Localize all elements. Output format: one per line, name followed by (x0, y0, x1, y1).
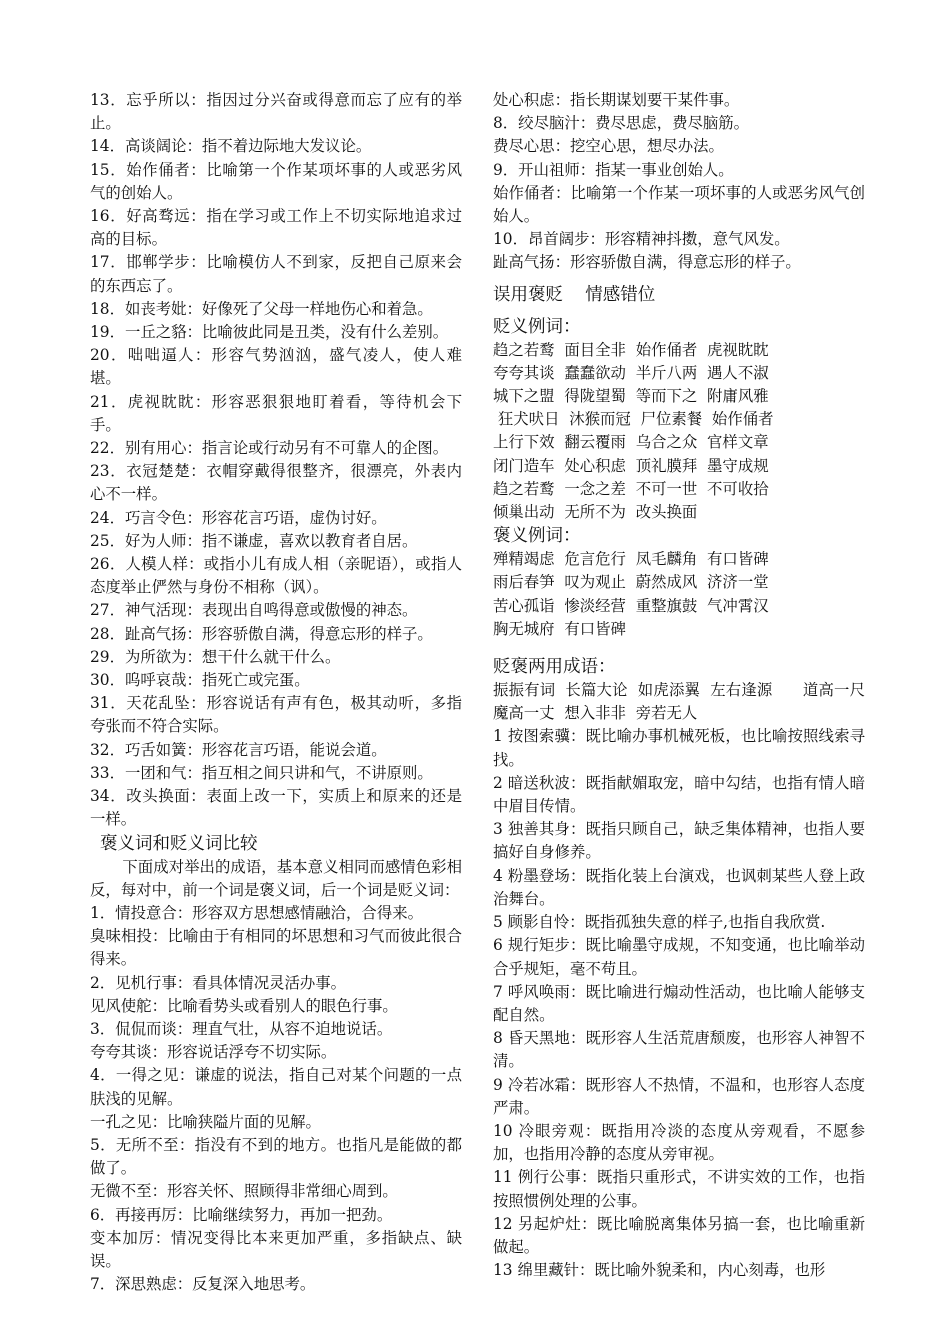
idiom-item: 21．虎视眈眈：形容恶狠狠地盯着看，等待机会下手。 (90, 392, 462, 434)
idiom-item: 30．呜呼哀哉：指死亡或完蛋。 (90, 671, 310, 690)
dual-use-item: 4 粉墨登场：既指化装上台演戏，也讽刺某些人登上政治舞台。 (493, 866, 865, 908)
section-heading-misuse: 误用褒贬 情感错位 (493, 284, 656, 305)
comparison-pair-item: 2．见机行事：看具体情况灵活办事。 (90, 973, 347, 992)
idiom-row: 上行下效 翻云覆雨 乌合之众 官样文章 (493, 433, 769, 452)
comparison-pair-list (90, 902, 462, 1296)
dual-use-item: 13 绵里藏针：既比喻外貌柔和，内心刻毒，也形 (493, 1261, 826, 1280)
comparison-pair-item: 7．深思熟虑：反复深入地思考。 (90, 1275, 316, 1294)
idiom-item: 23．衣冠楚楚：衣帽穿戴得很整齐，很漂亮，外表内心不一样。 (90, 462, 462, 504)
idiom-list-derogatory (90, 89, 462, 832)
idiom-row: 殚精竭虑 危言危行 凤毛麟角 有口皆碑 (493, 550, 769, 569)
comparison-pair-item: 始作俑者：比喻第一个作某一项坏事的人或恶劣风气创始人。 (493, 183, 865, 226)
section-heading-comparison: 褒义词和贬义词比较 (100, 833, 258, 854)
idiom-item: 18．如丧考妣：好像死了父母一样地伤心和着急。 (90, 299, 433, 318)
dual-use-item: 8 昏天黑地：既形容人生活荒唐颓废，也形容人神智不清。 (493, 1029, 865, 1071)
idiom-row: 城下之盟 得陇望蜀 等而下之 附庸风雅 (493, 387, 769, 406)
idiom-item: 19．一丘之貉：比喻彼此同是丑类，没有什么差别。 (90, 323, 449, 342)
idiom-row: 趋之若鹜 一念之差 不可一世 不可收拾 (493, 479, 769, 498)
idiom-item: 26．人模人样：或指小儿有成人相（亲昵语），或指人态度举止俨然与身份不相称（讽）。 (90, 555, 462, 597)
idiom-item: 34．改头换面：表面上改一下，实质上和原来的还是一样。 (90, 787, 462, 829)
dual-use-item: 12 另起炉灶：既比喻脱离集体另搞一套，也比喻重新做起。 (493, 1214, 865, 1256)
idiom-row: 狂犬吠日 沐猴而冠 尸位素餐 始作俑者 (493, 410, 774, 429)
idiom-item: 13．忘乎所以：指因过分兴奋或得意而忘了应有的举止。 (90, 91, 462, 133)
dual-use-item: 7 呼风唤雨：既比喻进行煽动性活动，也比喻人能够支配自然。 (493, 982, 865, 1024)
comparison-pair-item: 1．情投意合：形容双方思想感情融洽，合得来。 (90, 903, 423, 922)
comparison-pair-item: 3．侃侃而谈：理直气壮，从容不迫地说话。 (90, 1019, 393, 1038)
left-column (90, 89, 462, 1296)
derogatory-examples-label: 贬义例词： (493, 316, 581, 337)
idiom-item: 22．别有用心：指言论或行动另有不可靠人的企图。 (90, 439, 449, 458)
idiom-item: 16．好高骛远：指在学习或工作上不切实际地追求过高的目标。 (90, 207, 462, 249)
dual-use-item: 2 暗送秋波：既指献媚取宠，暗中勾结，也指有情人暗中眉目传情。 (493, 773, 865, 816)
idiom-item: 29．为所欲为：想干什么就干什么。 (90, 647, 341, 666)
idiom-row: 趋之若鹜 面目全非 始作俑者 虎视眈眈 (493, 340, 769, 359)
comparison-pair-item: 9．开山祖师：指某一事业创始人。 (493, 160, 734, 179)
comparison-pair-item: 8．绞尽脑汁：费尽思虑，费尽脑筋。 (493, 114, 750, 133)
comparison-pair-item: 夸夸其谈：形容说话浮夸不切实际。 (90, 1043, 337, 1062)
dual-use-item: 9 冷若冰霜：既形容人不热情，不温和，也形容人态度严肃。 (493, 1075, 865, 1117)
idiom-item: 14．高谈阔论：指不着边际地大发议论。 (90, 137, 372, 156)
comparison-pair-item: 趾高气扬：形容骄傲自满，得意忘形的样子。 (493, 253, 801, 272)
dual-use-item: 10 冷眼旁观：既指用冷淡的态度从旁观看，不愿参加，也指用冷静的态度从旁审视。 (493, 1121, 865, 1164)
idiom-item: 33．一团和气：指互相之间只讲和气，不讲原则。 (90, 763, 433, 782)
comparison-intro: 下面成对举出的成语，基本意义相同而感情色彩相反，每对中，前一个词是褒义词，后一个词是贬义词： (90, 857, 462, 899)
comparison-pair-item: 见风使舵：比喻看势头或看别人的眼色行事。 (90, 996, 398, 1015)
dual-use-item: 1 按图索骥：既比喻办事机械死板，也比喻按照线索寻找。 (493, 727, 865, 769)
idiom-row: 倾巢出动 无所不为 改头换面 (493, 503, 698, 522)
idiom-row: 胸无城府 有口皆碑 (493, 619, 626, 638)
idiom-item: 25．好为人师：指不谦虚，喜欢以教育者自居。 (90, 531, 418, 550)
dual-use-item: 11 例行公事：既指只重形式，不讲实效的工作，也指按照惯例处理的公事。 (493, 1168, 865, 1210)
idiom-item: 27．神气活现：表现出自鸣得意或傲慢的神态。 (90, 601, 418, 620)
idiom-row: 雨后春笋 叹为观止 蔚然成风 济济一堂 (493, 573, 769, 592)
idiom-item: 20．咄咄逼人：形容气势汹汹，盛气凌人，使人难堪。 (90, 346, 462, 388)
idiom-row: 夸夸其谈 蠢蠢欲动 半斤八两 遇人不淑 (493, 363, 769, 382)
comparison-pair-item: 一孔之见：比喻狭隘片面的见解。 (90, 1112, 321, 1131)
idiom-row: 苦心孤诣 惨淡经营 重整旗鼓 气冲霄汉 (493, 596, 769, 615)
idiom-item: 28．趾高气扬：形容骄傲自满，得意忘形的样子。 (90, 624, 433, 643)
dual-use-item: 5 顾影自怜：既指孤独失意的样子,也指自我欣赏. (493, 913, 826, 932)
idiom-item: 15．始作俑者：比喻第一个作某项坏事的人或恶劣风气的创始人。 (90, 160, 462, 202)
idiom-item: 32．巧舌如簧：形容花言巧语，能说会道。 (90, 740, 387, 759)
comparison-pair-item: 处心积虑：指长期谋划要干某件事。 (493, 91, 740, 109)
dual-use-idioms: 振振有词 长篇大论 如虎添翼 左右逢源 道高一尺魔高一丈 想入非非 旁若无人 (493, 681, 865, 723)
comparison-pair-list-continued (493, 89, 865, 275)
dual-use-item: 3 独善其身：既指只顾自己，缺乏集体精神，也指人要搞好自身修养。 (493, 820, 865, 862)
dual-use-label: 贬褒两用成语： (493, 657, 616, 678)
commendatory-examples-label: 褒义例词： (493, 526, 581, 547)
comparison-pair-item: 6．再接再厉：比喻继续努力，再加一把劲。 (90, 1205, 393, 1224)
idiom-row: 闭门造车 处心积虑 顶礼膜拜 墨守成规 (493, 456, 769, 475)
comparison-pair-item: 变本加厉：情况变得比本来更加严重，多指缺点、缺误。 (90, 1228, 462, 1270)
idiom-item: 31．天花乱坠：形容说话有声有色，极其动听，多指夸张而不符合实际。 (90, 694, 462, 736)
comparison-pair-item: 10．昂首阔步：形容精神抖擞，意气风发。 (493, 230, 790, 249)
right-column (493, 89, 865, 1282)
commendatory-example-rows (493, 548, 865, 641)
comparison-pair-item: 臭味相投：比喻由于有相同的坏思想和习气而彼此很合得来。 (90, 927, 462, 969)
comparison-pair-item: 4．一得之见：谦虚的说法，指自己对某个问题的一点肤浅的见解。 (90, 1066, 462, 1108)
dual-use-item: 6 规行矩步：既比喻墨守成规，不知变通，也比喻举动合乎规矩，毫不苟且。 (493, 936, 865, 978)
idiom-item: 17．邯郸学步：比喻模仿人不到家，反把自己原来会的东西忘了。 (90, 253, 462, 295)
comparison-pair-item: 无微不至：形容关怀、照顾得非常细心周到。 (90, 1182, 398, 1201)
idiom-item: 24．巧言令色：形容花言巧语，虚伪讨好。 (90, 508, 387, 527)
derogatory-example-rows (493, 339, 865, 525)
comparison-pair-item: 5．无所不至：指没有不到的地方。也指凡是能做的都做了。 (90, 1135, 462, 1178)
dual-use-list (493, 725, 865, 1282)
comparison-pair-item: 费尽心思：挖空心思，想尽办法。 (493, 137, 724, 156)
